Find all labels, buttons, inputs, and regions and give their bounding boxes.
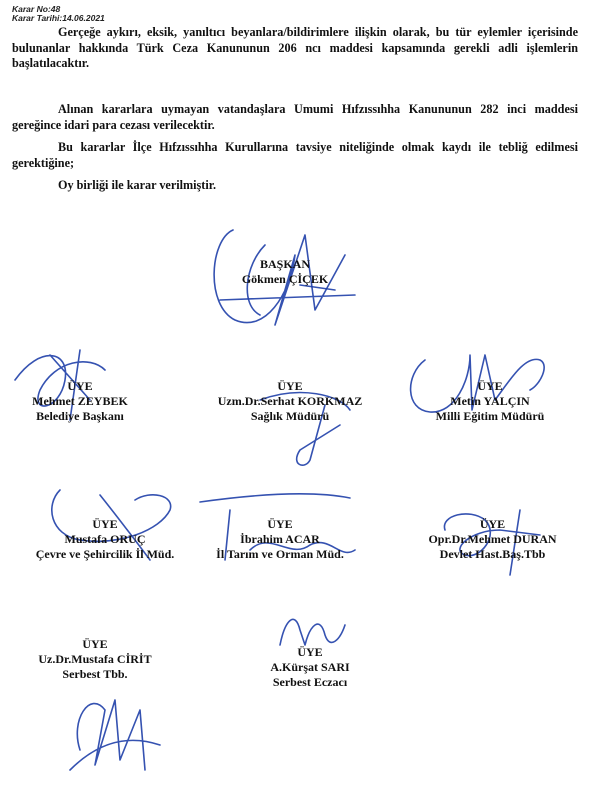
paragraph-administrative-fine: Alınan kararlara uymayan vatandaşlara Umumi Hıfzıssıhha Kanununun 282 inci maddesi gereğince idari para cezası verilecektir.: [12, 102, 578, 132]
member-2-name: Uzm.Dr.Serhat KORKMAZ: [217, 394, 363, 408]
member-7-name: Uz.Dr.Mustafa CİRİT: [38, 652, 152, 666]
member-5-title: İl Tarım ve Orman Müd.: [216, 547, 344, 561]
member-1-name: Mehmet ZEYBEK: [32, 394, 128, 408]
member-2-role: ÜYE: [277, 379, 303, 393]
member-6-role: ÜYE: [479, 517, 506, 531]
member-6-signature-block: [405, 517, 580, 562]
member-8-role: ÜYE: [297, 645, 323, 659]
member-7-title: Serbest Tbb.: [62, 667, 128, 681]
member-8-title: Serbest Eczacı: [272, 675, 348, 689]
member-5-signature-block: [200, 517, 360, 562]
decision-number: Karar No:48: [12, 4, 61, 14]
member-8-signature-block: [255, 645, 365, 690]
member-1-signature-block: [10, 379, 150, 424]
member-4-name: Mustafa ORUÇ: [64, 532, 146, 546]
member-6-name: Opr.Dr.Mehmet DURAN: [428, 532, 557, 546]
paragraph-false-statements: Gerçeğe aykırı, eksik, yanıltıcı beyanlara/bildirimlere ilişkin olarak, bu tür eylemler içerisinde bulunanlar hakkında Türk Ceza Kanununun 206 ncı maddesi kapsamında gerekli adli işlemlerin başlatılacaktır.: [12, 25, 578, 70]
chair-name: Gökmen ÇİÇEK: [241, 272, 329, 286]
member-7-role: ÜYE: [82, 637, 108, 651]
chair-role: BAŞKAN: [259, 257, 310, 271]
member-3-title: Milli Eğitim Müdürü: [435, 409, 545, 423]
member-3-signature-block: [415, 379, 565, 424]
decision-date: Karar Tarihi:14.06.2021: [12, 13, 105, 23]
member-7-signature-block: [10, 637, 180, 682]
chair-signature-block: [240, 257, 330, 287]
member-3-role: ÜYE: [477, 379, 503, 393]
member-5-role: ÜYE: [267, 517, 293, 531]
paragraph-district-committees: Bu kararlar İlçe Hıfzıssıhha Kurullarına tavsiye niteliğinde olmak kaydı ile tebliğ edilmesi gerektiğine;: [12, 140, 578, 170]
member-3-name: Metin YALÇIN: [450, 394, 530, 408]
member-5-name: İbrahim ACAR: [240, 532, 320, 546]
member-4-role: ÜYE: [92, 517, 118, 531]
member-1-role: ÜYE: [67, 379, 93, 393]
member-4-title: Çevre ve Şehircilik İl Müd.: [35, 547, 175, 561]
member-1-title: Belediye Başkanı: [36, 409, 124, 423]
member-2-title: Sağlık Müdürü: [250, 409, 330, 423]
member-4-signature-block: [10, 517, 200, 562]
member-7-signature-scribble: [60, 670, 170, 780]
member-2-signature-block: [205, 379, 375, 424]
member-6-title: Devlet Hast.Baş.Tbb: [439, 547, 546, 561]
member-8-name: A.Kürşat SARI: [270, 660, 350, 674]
paragraph-unanimous: Oy birliği ile karar verilmiştir.: [58, 178, 217, 192]
